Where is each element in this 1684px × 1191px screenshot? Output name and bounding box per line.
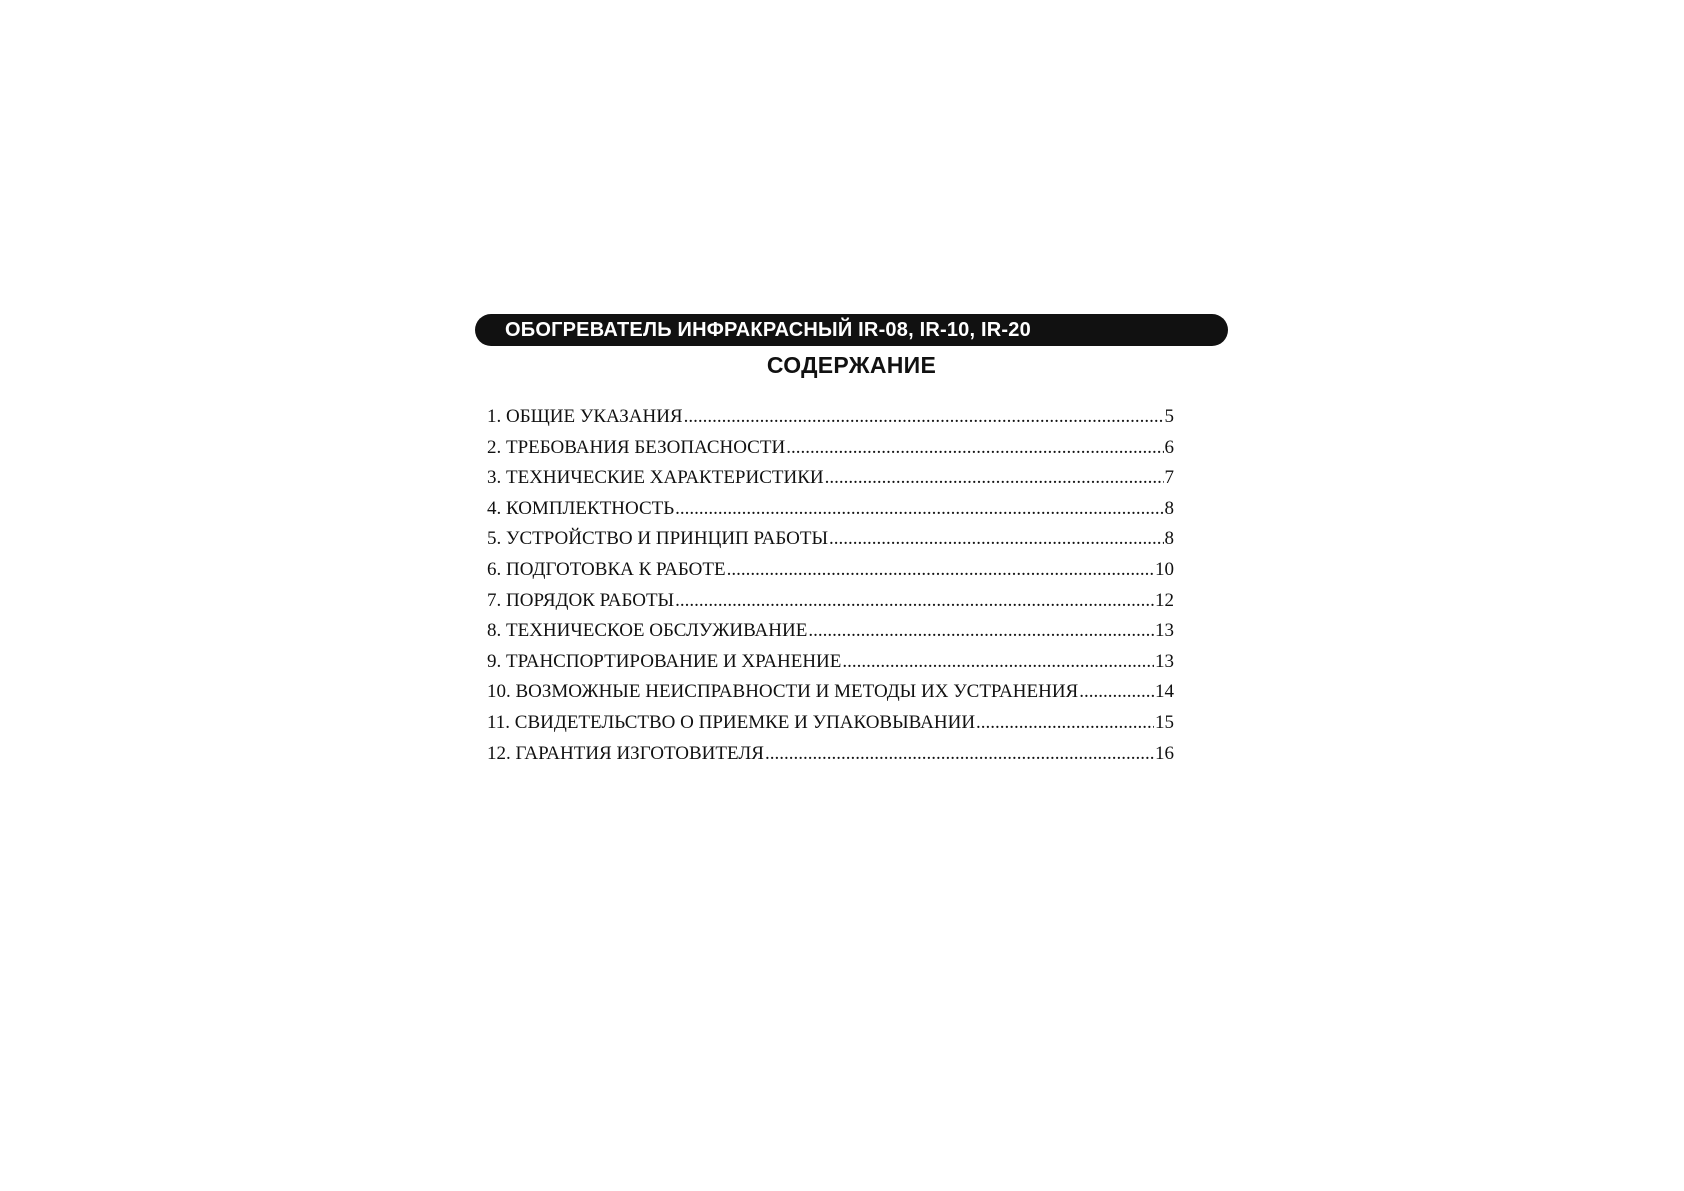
toc-entry-label: 6. ПОДГОТОВКА К РАБОТЕ [487, 558, 726, 580]
toc-entry [487, 555, 1174, 586]
toc-leader-dots [808, 616, 1154, 647]
toc-entry-label: 2. ТРЕБОВАНИЯ БЕЗОПАСНОСТИ [487, 436, 786, 458]
header-bar [475, 314, 1228, 346]
toc-entry-page: 16 [1155, 742, 1174, 764]
toc-entry [487, 586, 1174, 617]
toc-entry-page: 8 [1164, 528, 1174, 550]
toc-leader-dots [829, 524, 1163, 555]
toc-entry-label: 5. УСТРОЙСТВО И ПРИНЦИП РАБОТЫ [487, 528, 829, 550]
toc-entry-label: 12. ГАРАНТИЯ ИЗГОТОВИТЕЛЯ [487, 742, 764, 764]
toc-entry-page: 15 [1155, 711, 1174, 733]
toc-entry-label: 11. СВИДЕТЕЛЬСТВО О ПРИЕМКЕ И УПАКОВЫВАНИИ [487, 711, 976, 733]
toc-entry-page: 7 [1164, 467, 1174, 489]
toc-entry [487, 524, 1174, 555]
toc-entry-label: 10. ВОЗМОЖНЫЕ НЕИСПРАВНОСТИ И МЕТОДЫ ИХ УСТРАНЕНИЯ [487, 681, 1079, 703]
toc-entry [487, 433, 1174, 464]
toc-leader-dots [684, 402, 1164, 433]
toc-entry-page: 13 [1155, 620, 1174, 642]
toc-entry-page: 14 [1155, 681, 1174, 703]
toc-leader-dots [825, 463, 1164, 494]
toc-entry [487, 463, 1174, 494]
toc-entry-page: 5 [1164, 406, 1174, 427]
toc-leader-dots [842, 647, 1154, 678]
toc-entry [487, 402, 1174, 433]
toc-leader-dots [727, 555, 1154, 586]
toc-entry-page: 10 [1155, 558, 1174, 580]
toc-leader-dots [786, 433, 1163, 464]
toc-entry [487, 739, 1174, 770]
toc-entry [487, 494, 1174, 525]
toc-heading: СОДЕРЖАНИЕ [766, 352, 937, 378]
toc-leader-dots [976, 708, 1154, 739]
toc-entry [487, 708, 1174, 739]
toc-leader-dots [765, 739, 1154, 770]
toc-entry [487, 647, 1174, 678]
toc-entry-label: 8. ТЕХНИЧЕСКОЕ ОБСЛУЖИВАНИЕ [487, 620, 808, 642]
toc-entry-page: 13 [1155, 650, 1174, 672]
toc-entry-page: 6 [1164, 436, 1174, 458]
toc-leader-dots [675, 586, 1154, 617]
toc-entry-label: 1. ОБЩИЕ УКАЗАНИЯ [487, 406, 683, 427]
toc-entry-label: 4. КОМПЛЕКТНОСТЬ [487, 497, 675, 519]
toc-entry [487, 677, 1174, 708]
toc-entry-label: 3. ТЕХНИЧЕСКИЕ ХАРАКТЕРИСТИКИ [487, 467, 824, 489]
toc-entry-page: 12 [1155, 589, 1174, 611]
toc-entry-label: 9. ТРАНСПОРТИРОВАНИЕ И ХРАНЕНИЕ [487, 650, 842, 672]
toc-entry-label: 7. ПОРЯДОК РАБОТЫ [487, 589, 675, 611]
toc-leader-dots [1079, 677, 1154, 708]
toc-leader-dots [675, 494, 1163, 525]
toc-entry [487, 616, 1174, 647]
table-of-contents [487, 402, 1174, 769]
document-title: ОБОГРЕВАТЕЛЬ ИНФРАКРАСНЫЙ IR-08, IR-10, IR-20 [505, 318, 1031, 341]
toc-entry-page: 8 [1164, 497, 1174, 519]
